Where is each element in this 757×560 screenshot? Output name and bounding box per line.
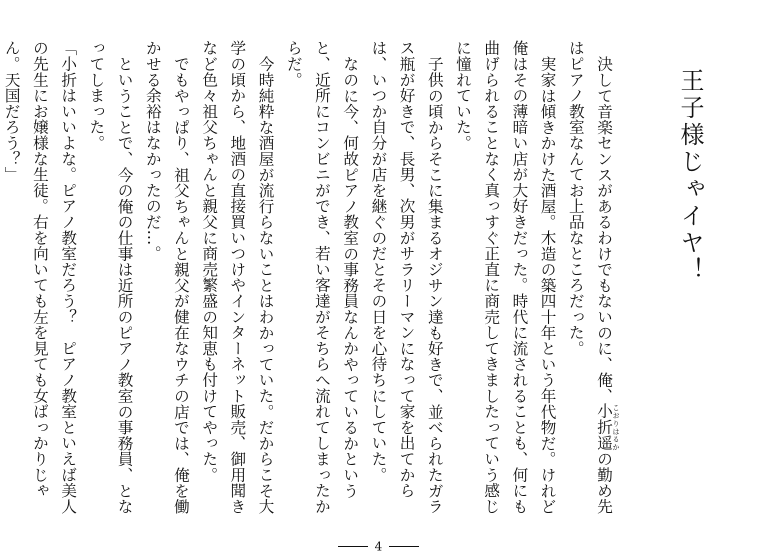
chapter-title: 王子様じゃイヤ！ (676, 68, 704, 284)
page-number: 4 (374, 539, 383, 554)
name-kanji: 小折遥 (595, 403, 613, 451)
paragraph-1-start: 決して音楽センスがあるわけでもないのに、俺、 (595, 55, 613, 404)
paragraph-4: なのに今、何故ピアノ教室の事務員なんかやっているかというと、近所にコンビニができ、若い客達がそちらへ流れてしまったからだ。 (284, 40, 360, 514)
paragraph-2: 実家は傾きかけた酒屋。木造の築四十年という年代物だ。けれど俺はその薄暗い店が大好きだった。時代に流されることも、何にも曲げられることなく真っすぐ正直に商売してきましたっていう感じに憧れていた。 (453, 40, 557, 514)
furigana: こおりはるか (612, 403, 620, 451)
page-number-footer (0, 539, 757, 554)
dialogue-quote: 「小折はいいよな。ピアノ教室だろう？ ピアノ教室といえば美人の先生にお嬢様な生徒。右を向いても左を見ても女ばっかりじゃん。天国だろう？」 (2, 40, 78, 514)
body-text (0, 40, 620, 524)
paragraph-3: 子供の頃からそこに集まるオジサン達も好きで、並べられたガラス瓶が好きで、長男、次男がサラリーマンになって家を出てからは、いつか自分が店を継ぐのだとその日を心待ちにしていた。 (369, 40, 444, 514)
paragraph-1-end: の勤め先はピアノ教室なんてお上品なところだった。 (566, 40, 613, 514)
paragraph-6: でもやっぱり、祖父ちゃんと親父が健在なウチの店では、俺を働かせる余裕はなかったのだ…。 (143, 40, 190, 514)
footer-rule-right (389, 546, 419, 547)
footer-rule-left (338, 546, 368, 547)
paragraph-5: 今時純粋な酒屋が流行らないことはわかっていた。だからこそ大学の頃から、地酒の直接買いつけやインターネット販売、御用聞きなど色々祖父ちゃんと親父に商売繁盛の知恵も付けてやった。 (200, 40, 275, 514)
paragraph-7: ということで、今の俺の仕事は近所のピアノ教室の事務員、となってしまった。 (87, 40, 134, 514)
paragraph-1 (562, 40, 620, 524)
name-with-furigana (595, 403, 620, 451)
